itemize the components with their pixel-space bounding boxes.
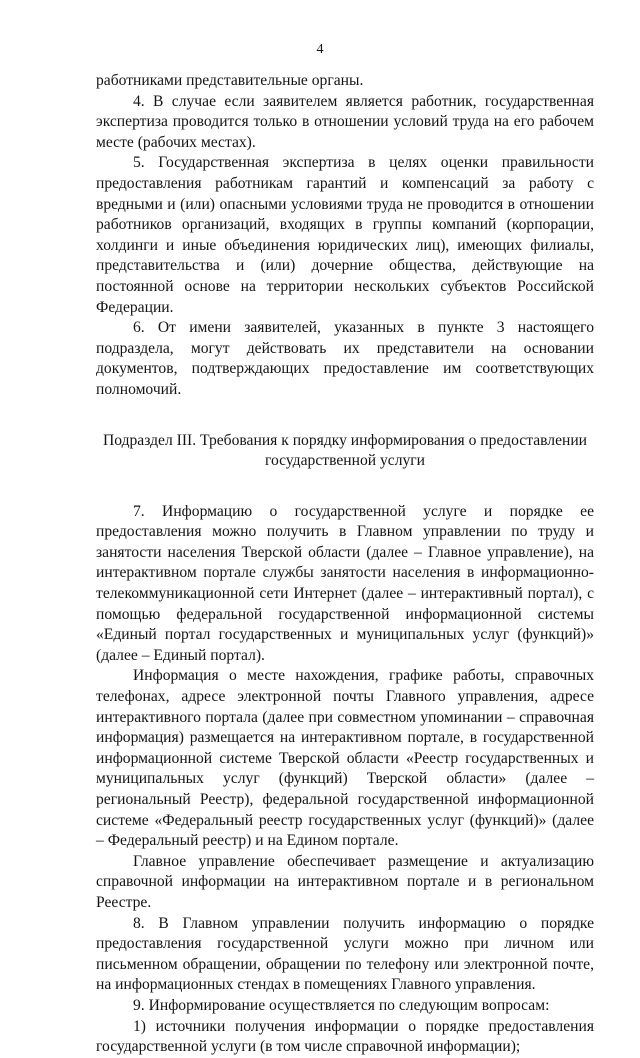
paragraph-reference-info: Информация о месте нахождения, графике работы, справочных телефонах, адресе электронной почты Главного управления, адресе интерактивного портала (далее при совместном упоминании – справочная информация) размещается на интерактивном портале, в государственной информационной системе Тверской области «Реестр государственных и муниципальных услуг (функций) Тверской области» (далее – региональный Реестр), федеральной государственной информационной системе «Федеральный реестр государственных услуг (функций)» (далее – Федеральный реестр) и на Едином портале. [96,667,594,850]
page-number: 4 [316,42,324,57]
page-content [96,71,594,1058]
section-heading: Подраздел III. Требования к порядку информирования о предоставлении государственной услуги [102,431,588,470]
paragraph-continuation: работниками представительные органы. [96,72,364,89]
paragraph-item-9: 9. Информирование осуществляется по следующим вопросам: [133,996,550,1014]
paragraph-item-5: 5. Государственная экспертиза в целях оценки правильности предоставления работникам гарантий и компенсаций за работу с вредными и (или) опасными условиями труда не проводится в отношении работников организаций, входящих в группы компаний (корпорации, холдинги и иные объединения юридических лиц), имеющих филиалы, представительства и (или) дочерние общества, действующие на постоянной основе на территории нескольких субъектов Российской Федерации. [96,154,594,316]
paragraph-main-office-duty: Главное управление обеспечивает размещение и актуализацию справочной информации на интерактивном портале и в региональном Реестре. [96,852,594,911]
paragraph-item-6: 6. От имени заявителей, указанных в пункте 3 настоящего подраздела, могут действовать их представители на основании документов, подтверждающих предоставление им соответствующих полномочий. [96,319,594,398]
paragraph-item-4: 4. В случае если заявителем является работник, государственная экспертиза проводится только в отношении условий труда на его рабочем месте (рабочих местах). [96,92,594,151]
paragraph-subitem-1: 1) источники получения информации о порядке предоставления государственной услуги (в том числе справочной информации); [96,1017,594,1056]
paragraph-item-7: 7. Информацию о государственной услуге и порядке ее предоставления можно получить в Главном управлении по труду и занятости населения Тверской области (далее – Главное управление), на интерактивном портале службы занятости населения в информационно-телекоммуникационной сети Интернет (далее – интерактивный портал), с помощью федеральной государственной информационной системы «Единый портал государственных и муниципальных услуг (функций)» (далее – Единый портал). [96,502,594,664]
paragraph-item-8: 8. В Главном управлении получить информацию о порядке предоставления государственной услуги можно при личном или письменном обращении, обращении по телефону или электронной почте, на информационных стендах в помещениях Главного управления. [96,914,594,994]
